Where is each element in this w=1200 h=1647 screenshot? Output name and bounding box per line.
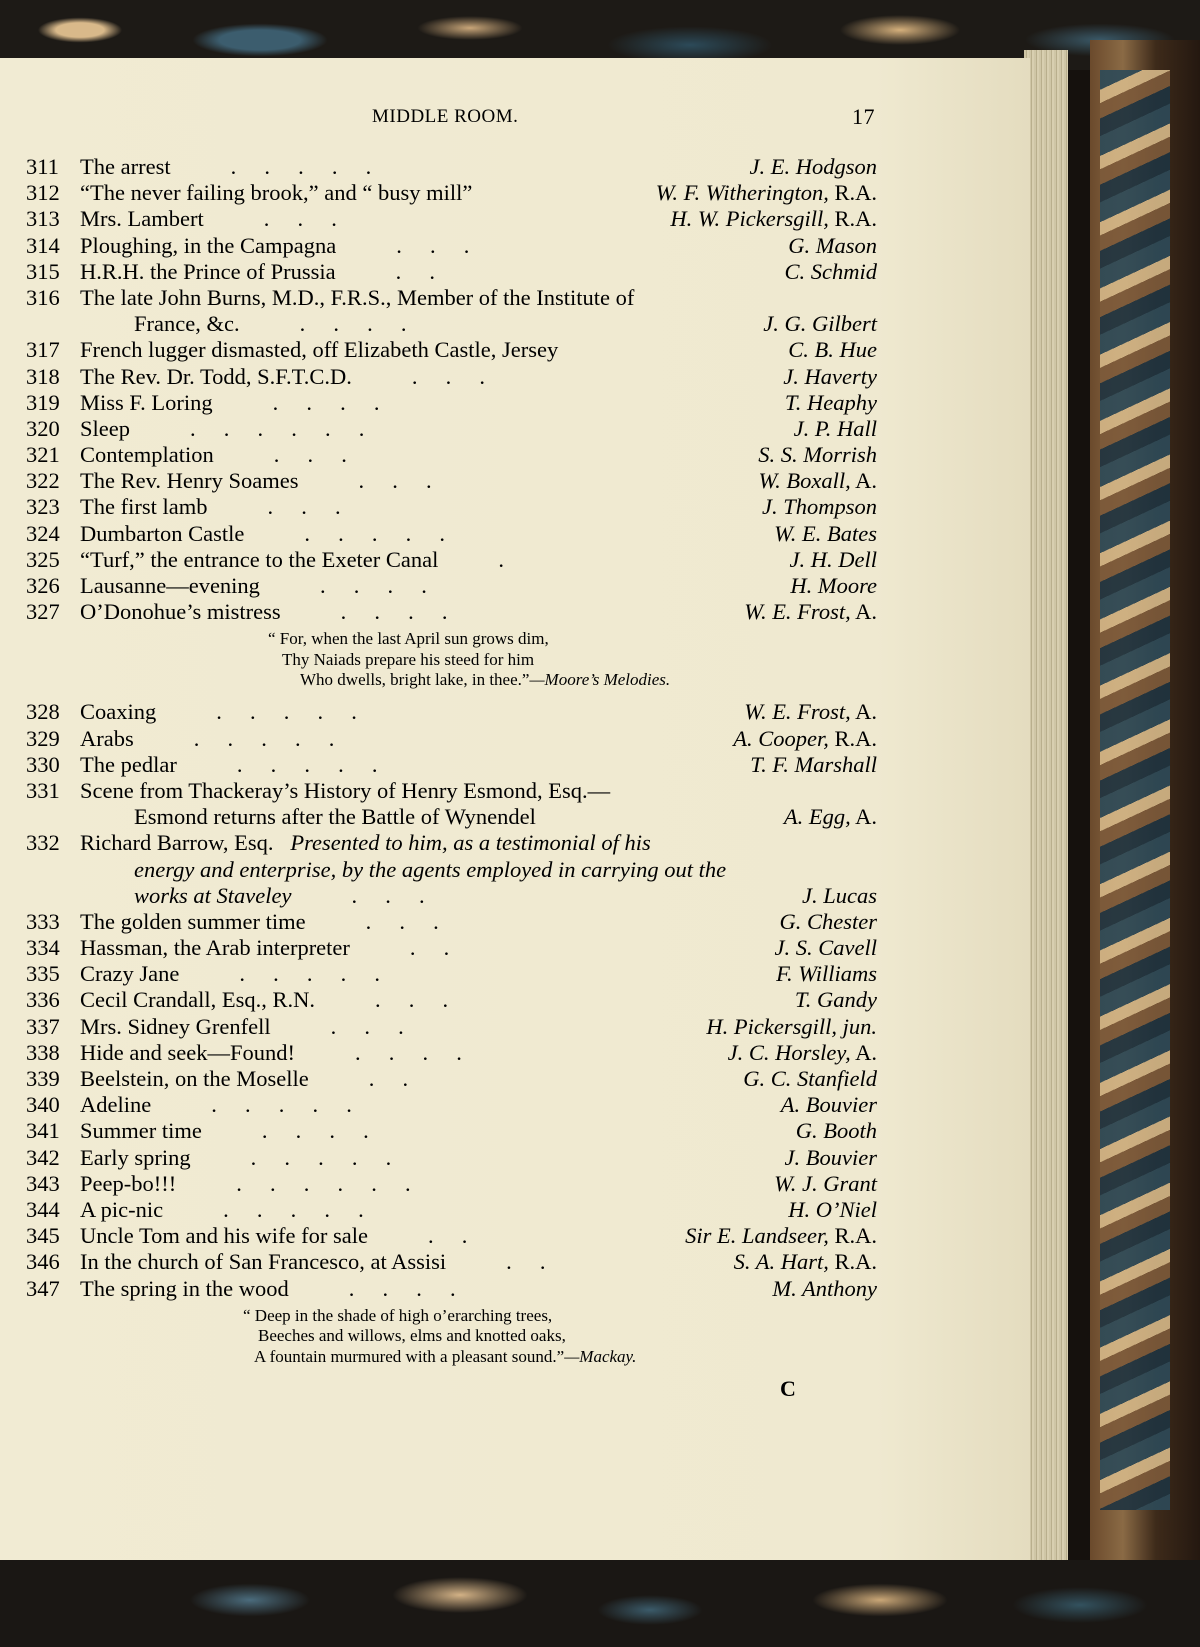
artist-surname: W. E. Frost,	[744, 699, 851, 725]
quote-source: —Moore’s Melodies.	[529, 670, 671, 690]
dot-leaders: . . . . .	[223, 1196, 364, 1222]
catalogue-entry	[0, 599, 1030, 625]
dot-leaders: . . . .	[319, 573, 427, 598]
entry-number: 321	[26, 442, 60, 468]
artist-name	[785, 1145, 877, 1171]
entry-number: 332	[26, 830, 60, 856]
entry-title: Uncle Tom and his wife for sale	[80, 1223, 368, 1249]
dot-leaders: . . .	[396, 232, 470, 258]
artist-rank: A.	[850, 1039, 877, 1065]
verse-quote-moore	[0, 625, 1030, 699]
dot-leaders: . . . . .	[216, 699, 357, 725]
artist-rank: A.	[850, 599, 877, 625]
artist-name	[734, 1249, 877, 1275]
entry-number: 323	[26, 494, 60, 520]
dot-leaders: . . . .	[272, 389, 380, 415]
artist-rank: R.A.	[828, 1223, 877, 1249]
artist-name	[743, 1066, 877, 1092]
entry-title: H.R.H. the Prince of Prussia	[80, 258, 336, 284]
quote-line: Beeches and willows, elms and knotted oaks,	[258, 1326, 566, 1346]
artist-name	[774, 1171, 877, 1197]
catalogue-entry	[0, 1118, 1030, 1144]
entry-number: 325	[26, 546, 60, 572]
entry-title: The first lamb	[80, 494, 208, 520]
entry-title: The Rev. Dr. Todd, S.F.T.C.D.	[80, 363, 352, 389]
artist-surname: A. Cooper,	[733, 725, 829, 751]
marbled-fore-edge	[1100, 70, 1170, 1510]
artist-name	[788, 1197, 877, 1223]
catalogue-entry	[0, 285, 1030, 311]
catalogue-entry	[0, 573, 1030, 599]
quote-line: “ Deep in the shade of high o’erarching trees,	[243, 1305, 553, 1325]
entry-number: 327	[26, 599, 60, 625]
artist-surname: W. Boxall,	[758, 468, 851, 494]
entry-title: “Turf,” the entrance to the Exeter Canal	[80, 546, 439, 572]
entry-number: 345	[26, 1223, 60, 1249]
dot-leaders: .	[498, 546, 505, 572]
entry-number: 336	[26, 987, 60, 1013]
dot-leaders: . . .	[351, 882, 425, 908]
entry-number: 333	[26, 908, 60, 934]
artist-surname: J. C. Horsley,	[727, 1039, 851, 1065]
catalogue-entry	[0, 1092, 1030, 1118]
catalogue-entry	[0, 1171, 1030, 1197]
dot-leaders: . . .	[358, 468, 432, 494]
dot-leaders: . . . . .	[236, 751, 378, 777]
artist-surname: W. F. Witherington,	[655, 180, 829, 206]
quote-line: Who dwells, bright lake, in thee.”—Moore’s Melodies.	[300, 670, 671, 690]
entry-title: Summer time	[80, 1118, 202, 1144]
artist-surname: Sir E. Landseer,	[685, 1223, 829, 1249]
entry-title: A pic-nic	[80, 1196, 164, 1222]
entry-title: The pedlar	[80, 751, 177, 777]
quote-line: A fountain murmured with a pleasant sound.”—Mackay.	[254, 1346, 637, 1366]
artist-surname: J. G. Gilbert	[763, 311, 877, 337]
entry-number: 317	[26, 337, 60, 363]
catalogue-entry	[0, 804, 1030, 830]
catalogue-entry	[0, 206, 1030, 232]
artist-name	[772, 1276, 877, 1302]
entry-title: France, &c.	[134, 311, 240, 337]
artist-name	[795, 987, 877, 1013]
artist-surname: J. H. Dell	[789, 546, 877, 572]
entry-332	[0, 830, 1030, 909]
running-header	[0, 106, 1030, 130]
catalogue-entry	[0, 259, 1030, 285]
catalogue-entries	[0, 154, 1030, 1406]
entry-title: Peep-bo!!!	[80, 1170, 177, 1196]
artist-surname: G. Mason	[788, 232, 877, 258]
quote-line: “ For, when the last April sun grows dim,	[268, 629, 549, 649]
catalogue-entry	[0, 521, 1030, 547]
artist-surname: A. Bouvier	[780, 1092, 877, 1118]
catalogue-entry	[0, 1223, 1030, 1249]
catalogue-entry	[0, 311, 1030, 337]
entry-title: Dumbarton Castle	[80, 520, 245, 546]
entry-title: Beelstein, on the Moselle	[80, 1066, 309, 1091]
entry-title: Coaxing	[80, 699, 157, 725]
page-number: 17	[852, 104, 875, 129]
dot-leaders: . .	[395, 258, 435, 284]
artist-surname: G. Booth	[795, 1118, 877, 1144]
entry-title: The golden summer time	[80, 908, 306, 934]
catalogue-entry	[0, 987, 1030, 1013]
dot-leaders: . . .	[365, 908, 439, 934]
entry-title: The arrest	[80, 154, 171, 179]
catalogue-entry	[0, 1040, 1030, 1066]
artist-surname: H. O’Niel	[788, 1196, 877, 1222]
entry-description: energy and enterprise, by the agents employed in carrying out the	[134, 856, 727, 882]
dot-leaders: . . . . .	[230, 154, 372, 179]
artist-name	[784, 804, 877, 830]
artist-surname: H. Moore	[790, 573, 877, 598]
entry-number: 330	[26, 751, 60, 777]
artist-surname: W. J. Grant	[774, 1170, 877, 1196]
entry-title: The Rev. Henry Soames	[80, 468, 299, 494]
artist-surname: J. S. Cavell	[774, 935, 877, 961]
artist-name	[750, 752, 877, 778]
artist-surname: W. E. Frost,	[744, 599, 851, 625]
catalogue-entry	[0, 337, 1030, 363]
artist-name	[776, 961, 877, 987]
artist-rank: R.A.	[828, 180, 877, 206]
entry-description: works at Staveley	[134, 882, 292, 908]
artist-rank: A.	[850, 468, 877, 494]
dot-leaders: . .	[368, 1066, 409, 1091]
artist-rank: A.	[850, 804, 877, 830]
entry-number: 342	[26, 1144, 60, 1170]
catalogue-entry	[0, 726, 1030, 752]
quote-line: Thy Naiads prepare his steed for him	[282, 649, 535, 669]
artist-name	[733, 726, 877, 752]
artist-rank: A.	[850, 699, 877, 725]
artist-name	[790, 547, 877, 573]
entry-number: 328	[26, 699, 60, 725]
entry-number: 320	[26, 415, 60, 441]
entry-number: 335	[26, 961, 60, 987]
artist-surname: F. Williams	[776, 961, 877, 987]
dot-leaders: . .	[409, 935, 450, 961]
artist-surname: S. A. Hart,	[733, 1249, 829, 1275]
artist-name	[781, 1092, 877, 1118]
catalogue-entry	[0, 778, 1030, 804]
entry-title: Hide and seek—Found!	[80, 1039, 295, 1065]
dot-leaders: . . . . . .	[190, 415, 365, 441]
artist-surname: M. Anthony	[772, 1275, 877, 1301]
dot-leaders: . . . . .	[250, 1144, 392, 1170]
catalogue-entry	[0, 364, 1030, 390]
catalogue-entry	[0, 1014, 1030, 1040]
artist-name	[775, 935, 877, 961]
entry-title: Richard Barrow, Esq.	[80, 830, 274, 856]
signature-mark: C	[780, 1375, 796, 1401]
artist-surname: J. Bouvier	[784, 1144, 877, 1170]
entry-title: Sleep	[80, 415, 130, 441]
artist-name	[685, 1223, 877, 1249]
catalogue-entry	[0, 1066, 1030, 1092]
catalogue-entry	[0, 154, 1030, 180]
artist-name	[670, 206, 877, 232]
entry-number: 329	[26, 725, 60, 751]
artist-surname: T. Gandy	[794, 987, 877, 1013]
quote-source: —Mackay.	[564, 1346, 637, 1366]
catalogue-entry	[0, 1249, 1030, 1275]
entry-number: 340	[26, 1092, 60, 1118]
entry-number: 319	[26, 389, 60, 415]
catalogue-entry	[0, 935, 1030, 961]
dot-leaders: . . .	[267, 494, 341, 520]
artist-name	[744, 599, 877, 625]
artist-surname: G. Chester	[779, 908, 877, 934]
entry-title: The spring in the wood	[80, 1275, 289, 1301]
artist-name	[788, 233, 877, 259]
entry-title: Cecil Crandall, Esq., R.N.	[80, 987, 315, 1013]
artist-surname: J. E. Hodgson	[749, 154, 877, 179]
entry-number: 312	[26, 180, 60, 206]
artist-name	[758, 442, 877, 468]
artist-name: J. Lucas	[802, 882, 877, 908]
artist-surname: J. Thompson	[761, 494, 877, 520]
artist-surname: A. Egg,	[783, 804, 851, 830]
catalogue-entry	[0, 233, 1030, 259]
artist-rank: R.A.	[828, 206, 877, 232]
artist-name	[758, 468, 877, 494]
entry-number: 337	[26, 1013, 60, 1039]
entry-number: 324	[26, 520, 60, 546]
artist-name	[744, 699, 877, 725]
artist-surname: H. Pickersgill, jun.	[706, 1013, 877, 1039]
dot-leaders: . . . . .	[239, 961, 380, 987]
entry-number: 326	[26, 573, 60, 598]
entry-title: Miss F. Loring	[80, 389, 213, 415]
entry-title: Esmond returns after the Battle of Wynendel	[134, 804, 536, 830]
entry-number: 318	[26, 363, 60, 389]
artist-surname: G. C. Stanfield	[743, 1066, 877, 1091]
dot-leaders: . . . .	[348, 1275, 456, 1301]
entry-title: Scene from Thackeray’s History of Henry Esmond, Esq.—	[80, 777, 611, 803]
artist-surname: J. P. Hall	[793, 415, 877, 441]
artist-name	[763, 311, 877, 337]
catalogue-entry	[0, 180, 1030, 206]
catalogue-entry	[0, 442, 1030, 468]
dot-leaders: . . . . . .	[236, 1170, 411, 1196]
artist-name	[706, 1014, 877, 1040]
entry-number: 347	[26, 1275, 60, 1301]
entry-title: Adeline	[80, 1092, 152, 1118]
catalogue-entry	[0, 468, 1030, 494]
dot-leaders: . . . .	[261, 1118, 369, 1144]
artist-surname: C. Schmid	[784, 258, 877, 284]
entry-title: In the church of San Francesco, at Assisi	[80, 1249, 447, 1275]
entry-title: Lausanne—evening	[80, 573, 260, 598]
catalogue-entry	[0, 1197, 1030, 1223]
entry-title: The late John Burns, M.D., F.R.S., Member of the Institute of	[80, 284, 635, 310]
dot-leaders: . . .	[374, 987, 449, 1013]
artist-name	[774, 521, 877, 547]
artist-surname: W. E. Bates	[774, 520, 877, 546]
dot-leaders: . . .	[330, 1013, 404, 1039]
entry-number: 316	[26, 284, 60, 310]
entry-title: O’Donohue’s mistress	[80, 599, 281, 625]
entry-title: Contemplation	[80, 442, 214, 468]
entry-number: 334	[26, 935, 60, 961]
catalogue-entry	[0, 752, 1030, 778]
dot-leaders: . . .	[411, 363, 485, 389]
catalogue-entry	[0, 390, 1030, 416]
artist-name	[790, 573, 877, 599]
entry-title: Hassman, the Arab interpreter	[80, 935, 350, 961]
entry-number: 343	[26, 1170, 60, 1196]
artist-name	[750, 154, 878, 180]
artist-name	[796, 1118, 877, 1144]
artist-rank: R.A.	[828, 725, 877, 751]
artist-name	[762, 494, 877, 520]
dot-leaders: . . . . .	[193, 725, 335, 751]
catalogue-entry	[0, 547, 1030, 573]
entry-title: Early spring	[80, 1144, 191, 1170]
artist-name	[785, 259, 878, 285]
dot-leaders: . . . .	[340, 599, 448, 625]
artist-surname: T. Heaphy	[784, 389, 877, 415]
entry-number: 311	[26, 154, 59, 179]
entry-number: 314	[26, 232, 60, 258]
room-title: MIDDLE ROOM.	[372, 106, 519, 127]
dot-leaders: . . .	[273, 442, 347, 468]
artist-name	[788, 337, 877, 363]
catalogue-entry	[0, 1145, 1030, 1171]
catalogue-entry	[0, 909, 1030, 935]
entry-title: Arabs	[80, 725, 134, 751]
entry-number: 339	[26, 1066, 60, 1091]
dot-leaders: . . . . .	[304, 520, 445, 546]
artist-surname: H. W. Pickersgill,	[670, 206, 829, 232]
catalogue-entry	[0, 494, 1030, 520]
dot-leaders: . . . .	[354, 1039, 462, 1065]
verse-quote-mackay	[0, 1302, 1030, 1376]
dot-leaders: . .	[427, 1223, 468, 1249]
entry-title: French lugger dismasted, off Elizabeth Castle, Jersey	[80, 337, 559, 363]
artist-name	[783, 364, 877, 390]
catalogue-entry	[0, 699, 1030, 725]
artist-name	[794, 416, 877, 442]
entry-title: Mrs. Sidney Grenfell	[80, 1013, 271, 1039]
dot-leaders: . . . .	[299, 311, 407, 337]
entry-number: 322	[26, 468, 60, 494]
artist-surname: J. Haverty	[783, 363, 877, 389]
entry-number: 331	[26, 777, 60, 803]
entry-number: 344	[26, 1196, 60, 1222]
catalogue-entry	[0, 416, 1030, 442]
entry-title: Ploughing, in the Campagna	[80, 232, 337, 258]
catalogue-entry	[0, 1276, 1030, 1302]
entry-number: 315	[26, 258, 60, 284]
entry-description: Presented to him, as a testimonial of his	[290, 830, 651, 856]
dot-leaders: . . . . .	[211, 1092, 352, 1118]
entry-number: 338	[26, 1039, 60, 1065]
artist-name	[785, 390, 877, 416]
artist-surname: C. B. Hue	[788, 337, 877, 363]
catalogue-entry	[0, 961, 1030, 987]
entry-number: 346	[26, 1249, 60, 1275]
dot-leaders: . . .	[263, 206, 337, 232]
dot-leaders: . .	[506, 1249, 546, 1275]
entry-number: 341	[26, 1118, 60, 1144]
entry-title: Crazy Jane	[80, 961, 180, 987]
marbled-bottom-edge	[0, 1560, 1200, 1647]
artist-name	[656, 180, 877, 206]
artist-surname: S. S. Morrish	[758, 442, 877, 468]
artist-name	[728, 1040, 877, 1066]
artist-name	[780, 909, 878, 935]
artist-rank: R.A.	[828, 1249, 877, 1275]
artist-surname: T. F. Marshall	[750, 751, 877, 777]
entry-title: Mrs. Lambert	[80, 206, 204, 232]
entry-number: 313	[26, 206, 60, 232]
entry-title: “The never failing brook,” and “ busy mill”	[80, 180, 473, 206]
